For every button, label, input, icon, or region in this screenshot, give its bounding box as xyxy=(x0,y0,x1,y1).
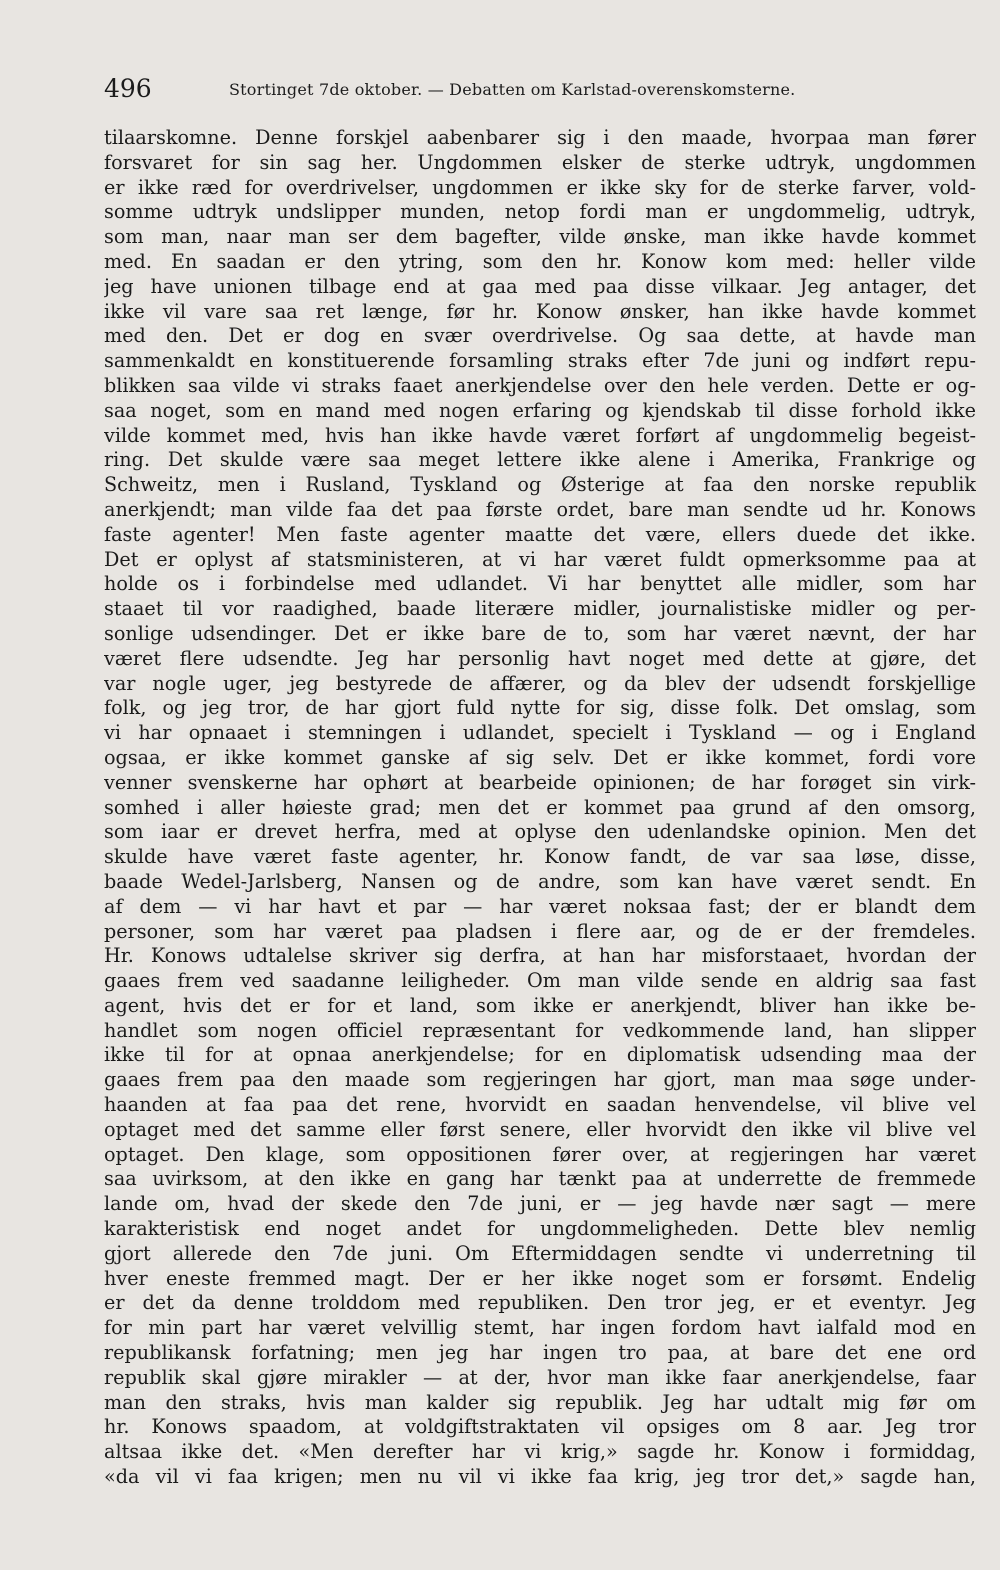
text-line: af dem — vi har havt et par — har været noksaa fast; der er blandt dem xyxy=(104,894,976,918)
text-line: været flere udsendte. Jeg har personlig havt noget med dette at gjøre, det xyxy=(104,646,976,670)
text-line: republik skal gjøre mirakler — at der, hvor man ikke faar anerkjendelse, faar xyxy=(104,1365,976,1389)
text-line: vilde kommet med, hvis han ikke havde været forført af ungdommelig begeist- xyxy=(104,423,976,447)
text-line: saa uvirksom, at den ikke en gang har tænkt paa at underrette de fremmede xyxy=(104,1167,976,1191)
text-line: Schweitz, men i Rusland, Tyskland og Østerige at faa den norske republik xyxy=(104,473,976,497)
text-line: sammenkaldt en konstituerende forsamling straks efter 7de juni og indført repu- xyxy=(104,349,976,373)
text-line: som iaar er drevet herfra, med at oplyse den udenlandske opinion. Men det xyxy=(104,820,976,844)
text-line: var nogle uger, jeg bestyrede de affærer, og da blev der udsendt forskjellige xyxy=(104,671,976,695)
text-line: faste agenter! Men faste agenter maatte det være, ellers duede det ikke. xyxy=(104,522,976,546)
text-line: jeg have unionen tilbage end at gaa med paa disse vilkaar. Jeg antager, det xyxy=(104,274,976,298)
text-line: optaget. Den klage, som oppositionen fører over, at regjeringen har været xyxy=(104,1142,976,1166)
text-line: Det er oplyst af statsministeren, at vi har været fuldt opmerksomme paa at xyxy=(104,547,976,571)
text-line: med. En saadan er den ytring, som den hr. Konow kom med: heller vilde xyxy=(104,249,976,273)
text-line: holde os i forbindelse med udlandet. Vi har benyttet alle midler, som har xyxy=(104,572,976,596)
text-line: staaet til vor raadighed, baade literære midler, journalistiske midler og per- xyxy=(104,597,976,621)
text-line: man den straks, hvis man kalder sig republik. Jeg har udtalt mig før om xyxy=(104,1390,976,1414)
text-line: personer, som har været paa pladsen i flere aar, og de er der fremdeles. xyxy=(104,919,976,943)
text-line: saa noget, som en mand med nogen erfaring og kjendskab til disse forhold ikke xyxy=(104,398,976,422)
text-line: republikansk forfatning; men jeg har ingen tro paa, at bare det ene ord xyxy=(104,1341,976,1365)
body-text xyxy=(104,126,976,1490)
text-line: ikke vil vare saa ret længe, før hr. Konow ønsker, han ikke havde kommet xyxy=(104,299,976,323)
text-line: ring. Det skulde være saa meget lettere ikke alene i Amerika, Frankrige og xyxy=(104,448,976,472)
text-line: gjort allerede den 7de juni. Om Eftermiddagen sendte vi underretning til xyxy=(104,1241,976,1265)
page-number: 496 xyxy=(104,74,152,103)
text-line: somme udtryk undslipper munden, netop fordi man er ungdommelig, udtryk, xyxy=(104,200,976,224)
text-line: gaaes frem paa den maade som regjeringen har gjort, man maa søge under- xyxy=(104,1068,976,1092)
text-line: ikke til for at opnaa anerkjendelse; for en diplomatisk udsending maa der xyxy=(104,1043,976,1067)
text-line: haanden at faa paa det rene, hvorvidt en saadan henvendelse, vil blive vel xyxy=(104,1093,976,1117)
text-line: Hr. Konows udtalelse skriver sig derfra, at han har misforstaaet, hvordan der xyxy=(104,944,976,968)
text-line: baade Wedel-Jarlsberg, Nansen og de andre, som kan have været sendt. En xyxy=(104,869,976,893)
text-line: hr. Konows spaadom, at voldgiftstraktaten vil opsiges om 8 aar. Jeg tror xyxy=(104,1415,976,1439)
text-line: blikken saa vilde vi straks faaet anerkjendelse over den hele verden. Dette er og- xyxy=(104,373,976,397)
text-line: venner svenskerne har ophørt at bearbeide opinionen; de har forøget sin virk- xyxy=(104,770,976,794)
text-line: optaget med det samme eller først senere, eller hvorvidt den ikke vil blive vel xyxy=(104,1117,976,1141)
text-line: vi har opnaaet i stemningen i udlandet, specielt i Tyskland — og i England xyxy=(104,721,976,745)
text-line: karakteristisk end noget andet for ungdommeligheden. Dette blev nemlig xyxy=(104,1217,976,1241)
text-line: «da vil vi faa krigen; men nu vil vi ikke faa krig, jeg tror det,» sagde han, xyxy=(104,1465,976,1489)
text-line: folk, og jeg tror, de har gjort fuld nytte for sig, disse folk. Det omslag, som xyxy=(104,696,976,720)
text-line: anerkjendt; man vilde faa det paa første ordet, bare man sendte ud hr. Konows xyxy=(104,497,976,521)
text-line: lande om, hvad der skede den 7de juni, er — jeg havde nær sagt — mere xyxy=(104,1192,976,1216)
text-line: tilaarskomne. Denne forskjel aabenbarer sig i den maade, hvorpaa man fører xyxy=(104,126,976,149)
page-header xyxy=(104,74,976,104)
text-line: for min part har været velvillig stemt, har ingen fordom havt ialfald mod en xyxy=(104,1316,976,1340)
text-line: handlet som nogen officiel repræsentant for vedkommende land, han slipper xyxy=(104,1018,976,1042)
text-line: forsvaret for sin sag her. Ungdommen elsker de sterke udtryk, ungdommen xyxy=(104,150,976,174)
text-line: er ikke ræd for overdrivelser, ungdommen er ikke sky for de sterke farver, vold- xyxy=(104,175,976,199)
text-line: med den. Det er dog en svær overdrivelse. Og saa dette, at havde man xyxy=(104,324,976,348)
running-head: Stortinget 7de oktober. — Debatten om Karlstad-overenskomsterne. xyxy=(229,80,796,99)
text-line: skulde have været faste agenter, hr. Konow fandt, de var saa løse, disse, xyxy=(104,845,976,869)
text-line: somhed i aller høieste grad; men det er kommet paa grund af den omsorg, xyxy=(104,795,976,819)
text-line: gaaes frem ved saadanne leiligheder. Om man vilde sende en aldrig saa fast xyxy=(104,969,976,993)
text-line: altsaa ikke det. «Men derefter har vi krig,» sagde hr. Konow i formiddag, xyxy=(104,1440,976,1464)
text-line: sonlige udsendinger. Det er ikke bare de to, som har været nævnt, der har xyxy=(104,621,976,645)
text-line: agent, hvis det er for et land, som ikke er anerkjendt, bliver han ikke be- xyxy=(104,993,976,1017)
text-line: hver eneste fremmed magt. Der er her ikke noget som er forsømt. Endelig xyxy=(104,1266,976,1290)
text-line: er det da denne trolddom med republiken. Den tror jeg, er et eventyr. Jeg xyxy=(104,1291,976,1315)
text-line: ogsaa, er ikke kommet ganske af sig selv. Det er ikke kommet, fordi vore xyxy=(104,745,976,769)
text-line: som man, naar man ser dem bagefter, vilde ønske, man ikke havde kommet xyxy=(104,225,976,249)
